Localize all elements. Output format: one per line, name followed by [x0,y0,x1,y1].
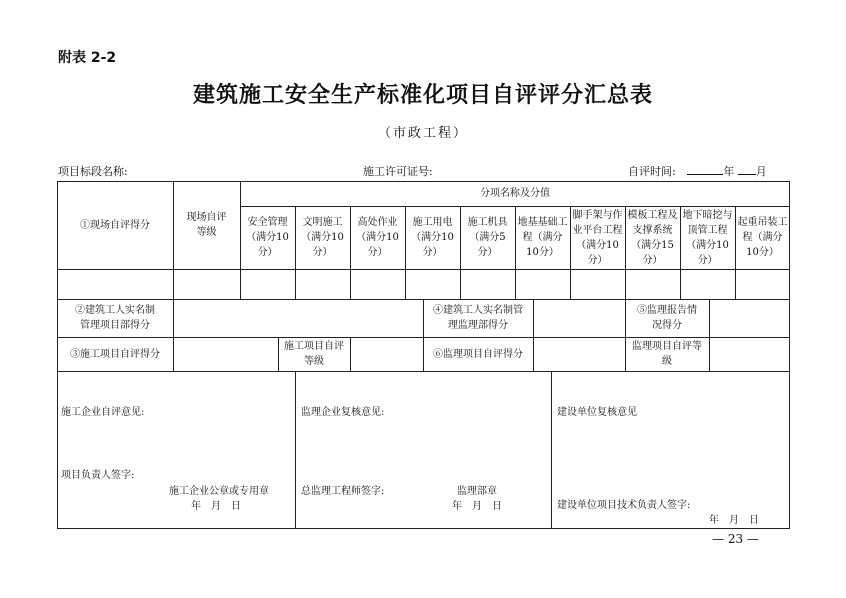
month-label: 月 [755,165,767,178]
construction-grade-label: 施工项目自评等级 [284,341,344,367]
construction-signer-label: 项目负责人签字: [61,470,135,481]
year-label: 年 [723,165,735,178]
construction-opinion-title: 施工企业自评意见: [61,407,145,418]
items-header: 分项名称及分值 [480,188,550,199]
construction-score-label: ③施工项目自评得分 [70,348,160,360]
summary-table [57,181,790,529]
supervision-grade-label: 监理项目自评等级 [632,341,702,367]
realname-supervision-label: ④建筑工人实名制管理监理部得分 [433,305,523,331]
item-safety-management: 安全管理（满分10分） [246,217,289,258]
onsite-grade-label: 现场自评等级 [186,212,227,238]
item-work-at-height: 高处作业（满分10分） [356,217,399,258]
month-blank [738,163,756,175]
realname-construction-label: ②建筑工人实名制管理项目部得分 [75,305,155,331]
item-tunneling: 地下暗挖与顶管工程（满分10分） [682,209,733,266]
item-machinery: 施工机具（满分5分） [467,217,508,258]
construction-seal-label: 施工企业公章或专用章 [169,486,269,497]
item-hoisting: 起重吊装工程（满分10分） [737,217,788,258]
construction-date-label: 年 月 日 [191,501,241,512]
owner-signer-label: 建设单位项目技术负责人签字: [557,500,691,511]
owner-opinion-title: 建设单位复核意见 [557,407,637,418]
appendix-label: 附表 2-2 [58,50,117,66]
permit-label: 施工许可证号: [363,165,433,178]
supervision-date-label: 年 月 日 [452,501,502,512]
onsite-score-label: ①现场自评得分 [80,219,150,231]
year-blank [687,163,723,175]
owner-date-label: 年 月 日 [709,515,759,526]
eval-time-label: 自评时间: [628,165,676,178]
page-title: 建筑施工安全生产标准化项目自评评分汇总表 [192,83,653,108]
supervision-signer-label: 总监理工程师签字: [301,486,385,497]
page-subtitle: （市政工程） [377,126,468,141]
project-name-label: 项目标段名称: [58,165,128,178]
report-status-label: ⑤监理报告情况得分 [637,305,697,331]
item-scaffolding: 脚手架与作业平台工程（满分10分） [572,209,623,266]
eval-time-field [628,163,767,179]
item-foundation: 地基基础工程（满分10分） [517,217,568,258]
supervision-opinion-title: 监理企业复核意见: [301,407,385,418]
item-civilized-construction: 文明施工（满分10分） [301,217,344,258]
supervision-score-label: ⑥监理项目自评得分 [433,348,523,360]
item-electricity: 施工用电（满分10分） [411,217,454,258]
item-formwork: 模板工程及支撑系统（满分15分） [627,209,678,266]
page-number: — 23 — [712,532,759,546]
supervision-seal-label: 监理部章 [457,486,497,497]
